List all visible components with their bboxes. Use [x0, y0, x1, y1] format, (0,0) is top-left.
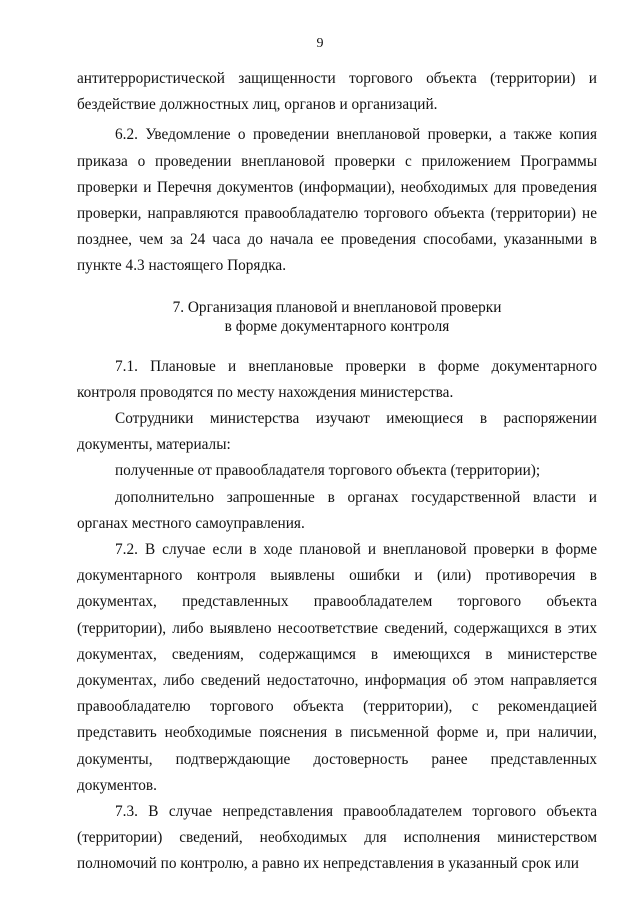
paragraph-continuation: антитеррористической защищенности торгового объекта (территории) и бездействие должностных лиц, органов и организаций. [77, 70, 597, 114]
paragraph-6-2: 6.2. Уведомление о проведении внеплановой проверки, а также копия приказа о проведении внеплановой проверки с приложением Программы проверки и Перечня документов (информации), необходимых для проведения проверки, направляются правообладателю торгового объекта (территории) не позднее, чем за 24 часа до начала ее проведения способами, указанными в пункте 4.3 настоящего Порядка. [77, 126, 597, 275]
section-heading-line-1: 7. Организация плановой и внеплановой проверки [172, 298, 502, 316]
section-heading-line-2: в форме документарного контроля [224, 317, 450, 335]
document-body [77, 66, 597, 878]
paragraph-received-from-owner: полученные от правообладателя торгового объекта (территории); [115, 462, 541, 480]
paragraph-additionally-requested: дополнительно запрошенные в органах государственной власти и органах местного самоуправления. [77, 488, 597, 532]
section-heading-7 [77, 298, 597, 336]
paragraph-7-1: 7.1. Плановые и внеплановые проверки в форме документарного контроля проводятся по месту нахождения министерства. [77, 357, 597, 401]
paragraph-7-3: 7.3. В случае непредставления правообладателем торгового объекта (территории) сведений, необходимых для исполнения министерством полномочий по контролю, а равно их непредставления в указанный срок или [77, 803, 597, 873]
page-number: 9 [316, 36, 324, 51]
paragraph-employees-study: Сотрудники министерства изучают имеющиеся в распоряжении документы, материалы: [77, 410, 597, 454]
paragraph-7-2: 7.2. В случае если в ходе плановой и внеплановой проверки в форме документарного контроля выявлены ошибки и (или) противоречия в документах, представленных правообладателем торгового объекта (территории), либо выявлено несоответствие сведений, содержащихся в этих документах, сведениям, содержащимся в имеющихся в министерстве документах, либо сведений недостаточно, информация об этом направляется правообладателю торгового объекта (территории), с рекомендацией представить необходимые пояснения в письменной форме и, при наличии, документы, подтверждающие достоверность ранее представленных документов. [77, 541, 597, 794]
